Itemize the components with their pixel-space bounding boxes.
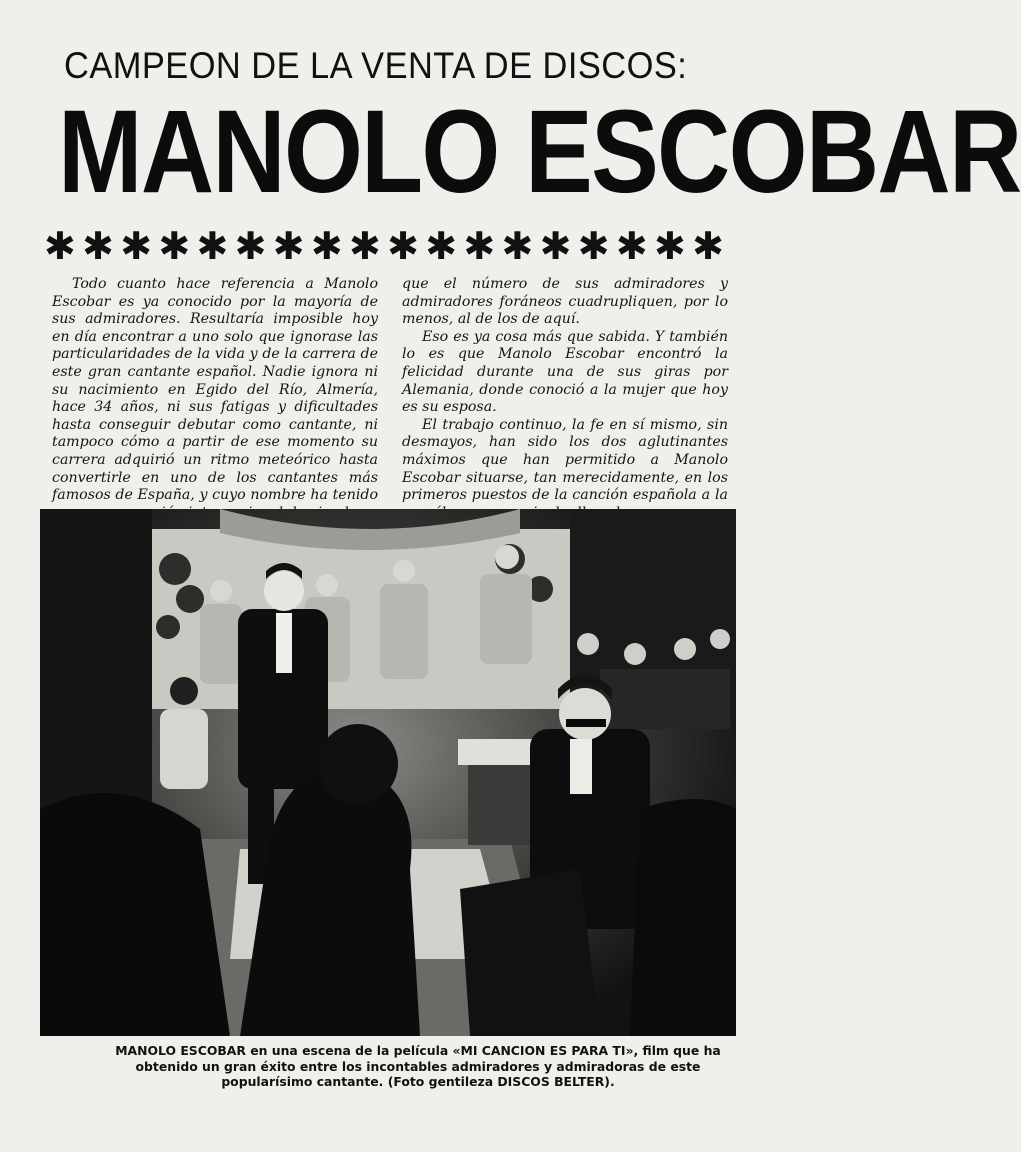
star-icon: ✱ [539,224,572,268]
star-icon: ✱ [82,224,114,268]
caption-credit: DISCOS BELTER [497,1074,605,1090]
headline: MANOLO ESCOBAR [58,86,1021,218]
star-icon: ✱ [615,224,648,268]
caption-text: , film que ha obtenido un gran éxito entre los incontables admiradores y admiradoras de este popularísimo cantante. (Foto gentileza [135,1043,721,1090]
star-icon: ✱ [158,224,191,268]
star-icon: ✱ [196,224,229,268]
star-icon: ✱ [234,224,267,268]
star-divider [44,226,724,266]
star-icon: ✱ [692,224,724,268]
kicker-title: CAMPEON DE LA VENTA DE DISCOS: [64,45,688,86]
star-icon: ✱ [272,224,305,268]
paragraph: Eso es ya cosa más que sabida. Y también lo es que Manolo Escobar encontró la felicidad durante una de sus giras por Alemania, donde conoció a la mujer que hoy es su esposa. [402,328,728,416]
star-icon: ✱ [577,224,610,268]
caption-name: MANOLO ESCOBAR [115,1043,246,1058]
stage-photo [40,509,736,1036]
caption-text: en una escena de la película [245,1043,453,1058]
photo-caption [108,1043,728,1090]
paragraph: El trabajo continuo, la fe en sí mismo, sin desmayos, han sido los dos aglutinantes máximos que han permitido a Manolo Escobar situarse, tan merecidamente, en los primeros puestos de la canción española a la [402,416,728,504]
caption-text: ). [604,1074,615,1090]
paragraph: que el número de sus admiradores y admiradores foráneos cuadrupliquen, por lo menos, al de los de aquí. [402,276,728,328]
star-icon: ✱ [349,224,381,268]
star-icon: ✱ [654,224,686,268]
star-icon: ✱ [310,224,343,268]
article-column-right [402,276,728,504]
star-icon: ✱ [44,224,76,268]
paragraph: Todo cuanto hace referencia a Manolo Escobar es ya conocido por la mayoría de sus admiradores. Resultaría imposible hoy en día encontrar a uno solo que ignorase las particularidades de la vida y de la carrera de este gran cantante español. Nadie ignora ni su nacimiento en Egido del Río, Almería, hace 34 años, ni sus fatigas y dificultades hasta conseguir debutar como cantante, ni tampoco cómo a partir de ese momento su carrera adquirió un ritmo meteórico hasta convertirle en uno de los cantantes más famosos de España, y cuyo nombre ha tenido [52,276,378,504]
star-icon: ✱ [425,224,458,268]
star-icon: ✱ [120,224,153,268]
star-icon: ✱ [501,224,534,268]
article-column-left [52,276,378,504]
star-icon: ✱ [463,224,496,268]
caption-film: «MI CANCION ES PARA TI» [452,1043,634,1058]
star-icon: ✱ [387,224,419,268]
